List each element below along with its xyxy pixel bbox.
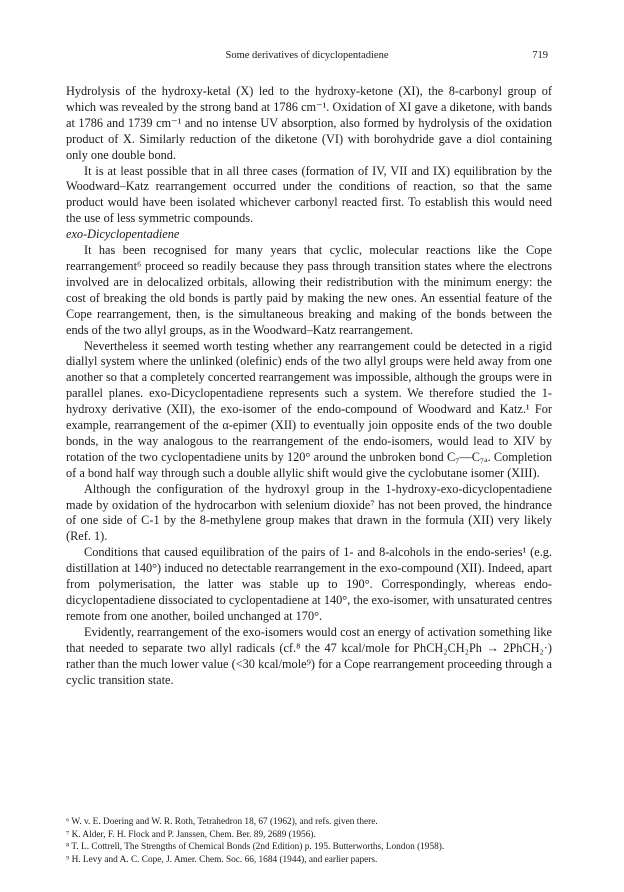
paragraph-hydroxyl-configuration: Although the configuration of the hydroxyl group in the 1-hydroxy-exo-dicyclopentadiene made by oxidation of the hydrocarbon with selenium dioxide⁷ has not been proved, the hindrance of one side of C-1 by the 8-methylene group makes that drawn in the formula (XII) very likely (Ref. 1).: [66, 481, 552, 544]
footnotes: [66, 816, 552, 866]
paragraph-equilibration-conditions: Conditions that caused equilibration of the pairs of 1- and 8-alcohols in the endo-series¹ (e.g. distillation at 140°) induced no detectable rearrangement in the exo-compound (XII). Indeed, apart from polymerisation, the latter was stable up to 190°. Correspondingly, whereas endo-dicyclopentadiene dissociated to cyclopentadiene at 140°, the exo-isomer, with unsaturated centres remote from one another, boiled unchanged at 170°.: [66, 545, 552, 623]
section-heading: exo-Dicyclopentadiene: [66, 227, 180, 242]
paragraph-equilibration: It is at least possible that in all three cases (formation of IV, VII and IX) equilibration by the Woodward–Katz rearrangement occurred under the conditions of reaction, so that the same product would have been isolated whichever carbonyl reacted first. To establish this would need the use of less symmetric compounds.: [66, 163, 552, 226]
page-number: 719: [532, 50, 548, 61]
footnote-7: ⁷ K. Alder, F. H. Flock and P. Janssen, Chem. Ber. 89, 2689 (1956).: [66, 829, 316, 840]
footnote-8: ⁸ T. L. Cottrell, The Strengths of Chemical Bonds (2nd Edition) p. 195. Butterworths, London (1958).: [66, 842, 445, 853]
paragraph-cope-rearrangement: It has been recognised for many years that cyclic, molecular reactions like the Cope rearrangement⁶ proceed so readily because they pass through transition states where the electrons involved are in delocalized orbitals, allowing their redistribution with the minimum energy: the cost of breaking the old bonds is partly paid by making the new ones. An essential feature of the Cope rearrangement, then, is the simultaneous breaking and making of the bonds between the ends of the two allyl groups, as in the Woodward–Katz rearrangement.: [66, 243, 552, 337]
footnote-9: ⁹ H. Levy and A. C. Cope, J. Amer. Chem. Soc. 66, 1684 (1944), and earlier papers.: [66, 854, 378, 865]
paragraph-diallyl-system: Nevertheless it seemed worth testing whether any rearrangement could be detected in a rigid diallyl system where the unlinked (olefinic) ends of the two allyl groups were held away from one another so that a completely concerted rearrangement was impossible, although the groups were in parallel planes. exo-Dicyclopentadiene represents such a system. We therefore studied the 1-hydroxy derivative (XII), the exo-isomer of the endo-compound of Woodward and Katz.¹ For example, rearrangement of the α-epimer (XII) to eventually join opposite ends of the two double bonds, in the way analogous to the rearrangement of the endo-isomers, would lead to XIV by rotation of the two cyclopentadiene units by 120° around the unbroken bond C₇—C₇ₐ. Completion of a bond half way through such a double allylic shift would give the cyclobutane isomer (XIII).: [66, 338, 552, 480]
running-title: Some derivatives of dicyclopentadiene: [225, 50, 389, 61]
footnote-6: ⁶ W. v. E. Doering and W. R. Roth, Tetrahedron 18, 67 (1962), and refs. given there.: [66, 817, 378, 827]
article-body: [66, 84, 552, 688]
paragraph-activation-energy: Evidently, rearrangement of the exo-isomers would cost an energy of activation something like that needed to separate two allyl radicals (cf.⁸ the 47 kcal/mole for PhCH₂CH₂Ph → 2PhCH₂·) rather than the much lower value (<30 kcal/mole⁹) for a Cope rearrangement proceeding through a cyclic transition state.: [66, 624, 552, 687]
paragraph-hydrolysis: Hydrolysis of the hydroxy-ketal (X) led to the hydroxy-ketone (XI), the 8-carbonyl group of which was revealed by the strong band at 1786 cm⁻¹. Oxidation of XI gave a diketone, with bands at 1786 and 1739 cm⁻¹ and no intense UV absorption, also formed by hydrolysis of the oxidation product of X. Similarly reduction of the diketone (VI) with borohydride gave a diol containing only one double bond.: [66, 84, 552, 162]
